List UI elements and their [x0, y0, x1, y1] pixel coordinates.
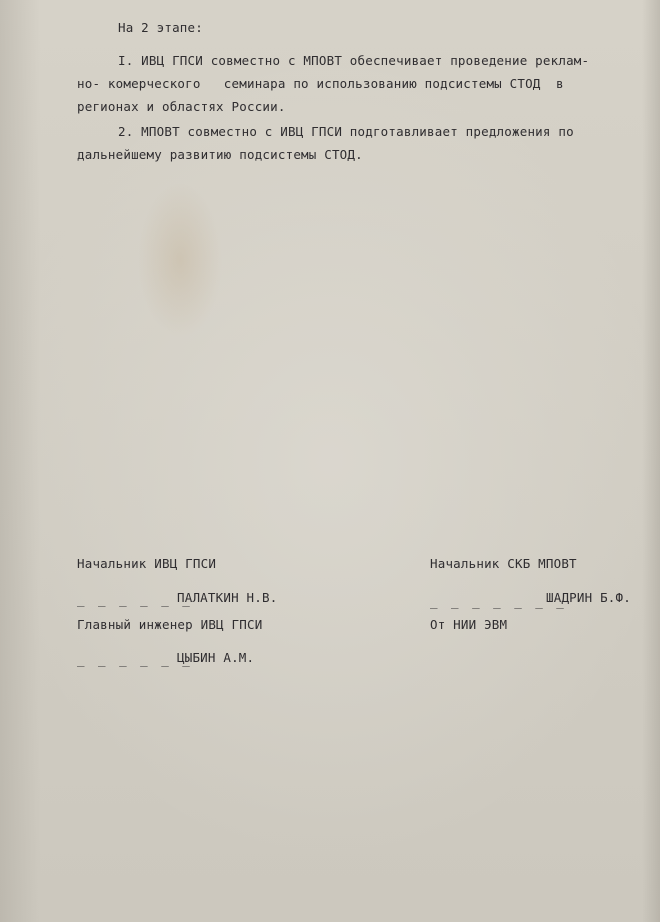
- right-signer-title-1: Начальник СКБ МПОВТ: [430, 556, 577, 571]
- left-signer-title-1: Начальник ИВЦ ГПСИ: [77, 556, 217, 571]
- item-2-line-1: 2. МПОВТ совместно с ИВЦ ГПСИ подготавливает предложения по: [118, 124, 574, 139]
- left-signature-line-1: _ _ _ _ _ _: [77, 592, 193, 607]
- paper-edge-shadow: [642, 0, 660, 922]
- left-signer-name-2: ЦЫБИН А.М.: [177, 650, 255, 665]
- left-signer-title-2: Главный инженер ИВЦ ГПСИ: [77, 617, 263, 632]
- right-signer-title-2: От НИИ ЭВМ: [430, 617, 508, 632]
- item-2-line-2: дальнейшему развитию подсистемы СТОД.: [77, 147, 363, 162]
- stage-heading: На 2 этапе:: [118, 20, 203, 35]
- paper-fold-shadow: [0, 0, 40, 922]
- item-1-line-1: I. ИВЦ ГПСИ совместно с МПОВТ обеспечивает проведение реклам-: [118, 53, 590, 68]
- left-signer-name-1: ПАЛАТКИН Н.В.: [177, 590, 278, 605]
- right-signature-line-1: _ _ _ _ _ _ _: [430, 594, 567, 609]
- left-signature-line-2: _ _ _ _ _ _: [77, 652, 193, 667]
- item-1-line-3: регионах и областях России.: [77, 99, 286, 114]
- right-signer-name-1: ШАДРИН Б.Ф.: [546, 590, 631, 605]
- item-1-line-2: но- комерческого семинара по использованию подсистемы СТОД в: [77, 76, 564, 91]
